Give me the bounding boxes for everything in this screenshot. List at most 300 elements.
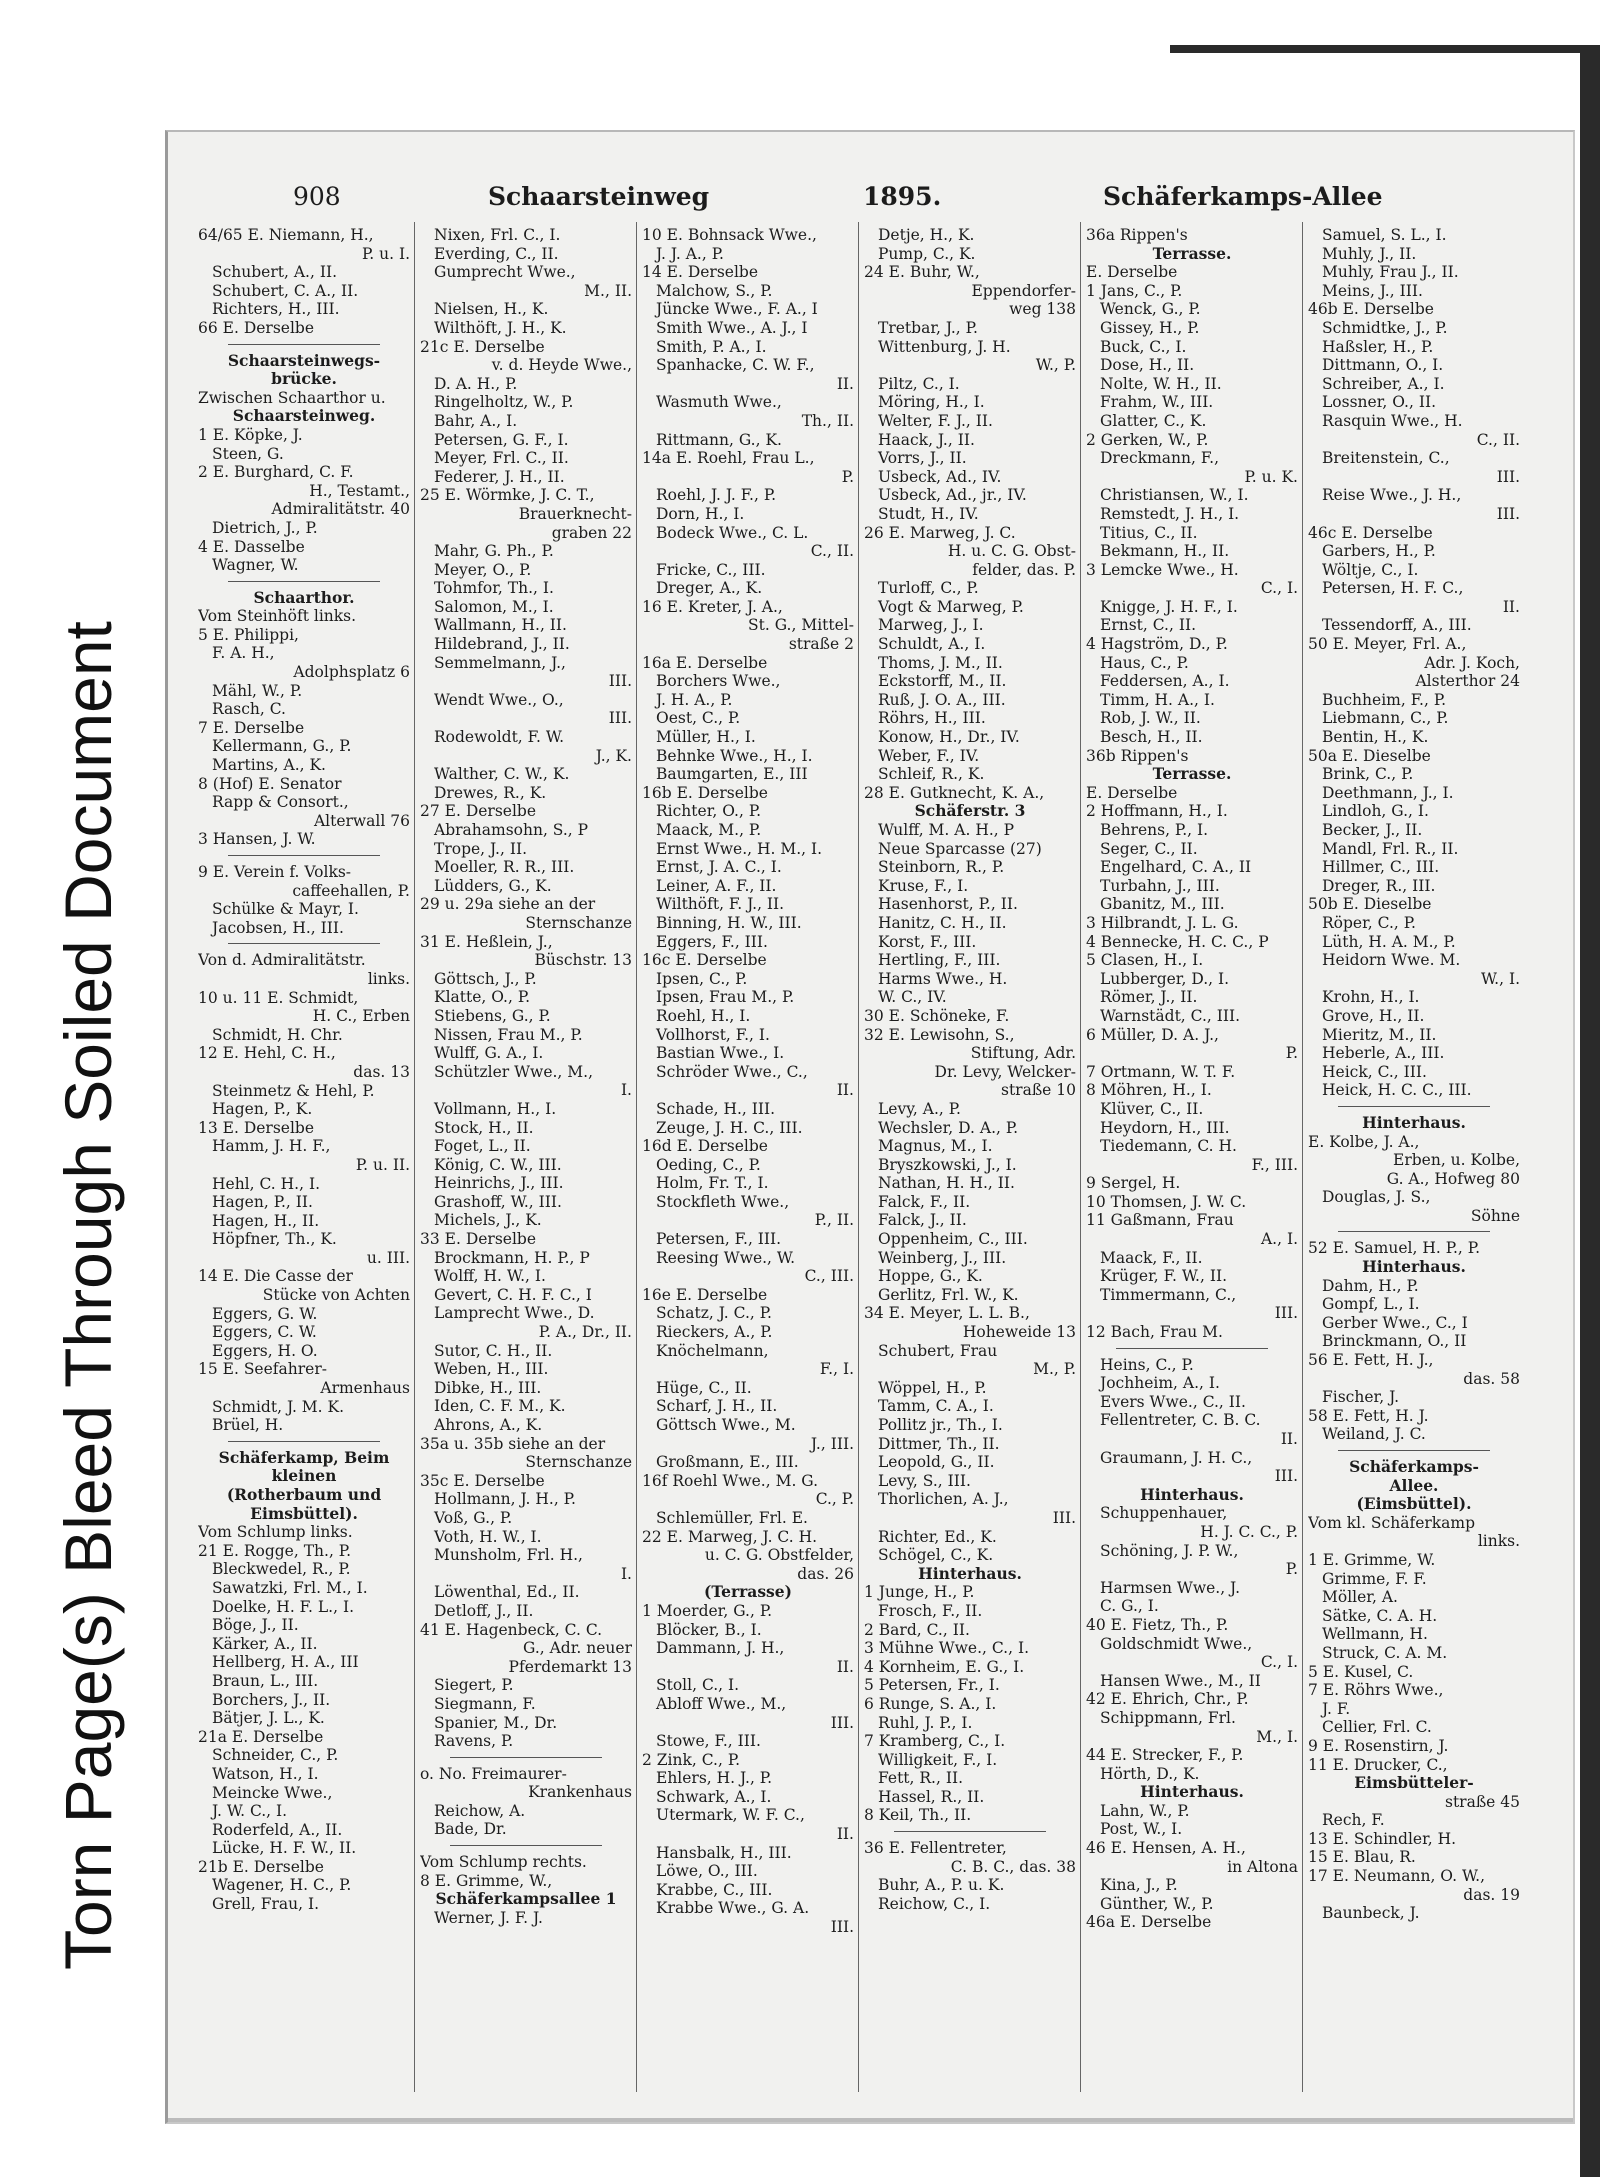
directory-line: Wilthöft, J. H., K. bbox=[434, 318, 567, 337]
directory-line: Adr. J. Koch, bbox=[1424, 653, 1520, 672]
directory-line: P. u. I. bbox=[361, 244, 410, 263]
directory-line: Tohmfor, Th., I. bbox=[434, 579, 554, 598]
directory-line: Neue Sparcasse (27) bbox=[878, 839, 1042, 858]
directory-line: Möller, A. bbox=[1322, 1588, 1398, 1607]
directory-line: Schwark, A., I. bbox=[656, 1787, 772, 1806]
directory-line: Büschstr. 13 bbox=[534, 951, 632, 970]
directory-line: das. 19 bbox=[1463, 1885, 1520, 1904]
header-year: 1895. bbox=[863, 182, 942, 211]
directory-line: 7 E. Derselbe bbox=[198, 718, 305, 737]
directory-line: Rieckers, A., P. bbox=[656, 1323, 773, 1342]
column-rule bbox=[636, 222, 637, 2092]
directory-line: Gompf, L., I. bbox=[1322, 1295, 1420, 1314]
directory-line: v. d. Heyde Wwe., bbox=[491, 356, 632, 375]
directory-line: Behrens, P., I. bbox=[1100, 821, 1209, 839]
directory-line: Wolff, H. W., I. bbox=[434, 1267, 546, 1286]
section-divider bbox=[228, 1441, 380, 1443]
directory-line: G., Adr. neuer bbox=[522, 1639, 632, 1658]
directory-line: III. bbox=[830, 1713, 854, 1732]
directory-line: Röhrs, H., III. bbox=[878, 709, 986, 728]
directory-line: Eggers, G. W. bbox=[212, 1304, 318, 1323]
directory-line: Adolphsplatz 6 bbox=[293, 663, 410, 682]
directory-line: (Rotherbaum und bbox=[226, 1486, 382, 1504]
directory-line: 46 E. Hensen, A. H., bbox=[1086, 1839, 1246, 1858]
directory-line: 16c E. Derselbe bbox=[642, 951, 767, 970]
directory-line: Schlemüller, Frl. E. bbox=[656, 1508, 808, 1527]
directory-line: Heins, C., P. bbox=[1100, 1355, 1194, 1374]
directory-line: C., II. bbox=[1476, 430, 1520, 449]
directory-line: Gerlitz, Frl. W., K. bbox=[878, 1285, 1019, 1304]
directory-line: 52 E. Samuel, H. P., P. bbox=[1308, 1239, 1480, 1258]
directory-line: Buchheim, F., P. bbox=[1322, 690, 1447, 709]
directory-line: Dibke, H., III. bbox=[434, 1378, 542, 1397]
directory-line: 4 Hagström, D., P. bbox=[1086, 635, 1228, 654]
directory-line: Scharf, J. H., II. bbox=[656, 1397, 778, 1416]
directory-line: Eimsbüttel). bbox=[250, 1504, 358, 1523]
directory-line: Vollmann, H., I. bbox=[434, 1099, 557, 1118]
directory-line: Wulff, G. A., I. bbox=[434, 1044, 544, 1063]
directory-line: 41 E. Hagenbeck, C. C. bbox=[420, 1620, 603, 1639]
directory-line: 5 Clasen, H., I. bbox=[1086, 951, 1204, 970]
directory-line: Post, W., I. bbox=[1100, 1820, 1183, 1839]
directory-line: Weinberg, J., III. bbox=[878, 1248, 1007, 1267]
directory-line: Wöltje, C., I. bbox=[1322, 560, 1419, 579]
directory-line: Knigge, J. H. F., I. bbox=[1100, 597, 1238, 616]
directory-line: 12 Bach, Frau M. bbox=[1086, 1323, 1223, 1342]
directory-line: Wilthöft, F. J., II. bbox=[656, 895, 785, 914]
directory-line: II. bbox=[836, 1081, 854, 1100]
directory-line: Meyer, O., P. bbox=[434, 560, 532, 579]
directory-line: Christiansen, W., I. bbox=[1100, 486, 1249, 505]
directory-line: 13 E. Derselbe bbox=[198, 1118, 315, 1137]
directory-line: Reise Wwe., J. H., bbox=[1322, 486, 1462, 505]
directory-line: weg 138 bbox=[1009, 300, 1076, 319]
directory-line: Behnke Wwe., H., I. bbox=[656, 746, 813, 765]
directory-line: Usbeck, Ad., jr., IV. bbox=[878, 486, 1027, 505]
directory-line: Dahm, H., P. bbox=[1322, 1276, 1419, 1295]
directory-line: Sternschanze bbox=[525, 1453, 632, 1472]
directory-line: Baunbeck, J. bbox=[1322, 1904, 1420, 1923]
directory-line: Besch, H., II. bbox=[1100, 728, 1203, 747]
directory-line: III. bbox=[1496, 467, 1520, 486]
directory-line: Schaarthor. bbox=[253, 588, 355, 607]
directory-line: Moeller, R. R., III. bbox=[434, 858, 575, 877]
directory-line: Rasch, C. bbox=[212, 700, 286, 719]
column-rule bbox=[858, 222, 859, 2092]
directory-line: Kellermann, G., P. bbox=[212, 737, 352, 756]
directory-line: Ruß, J. O. A., III. bbox=[878, 690, 1006, 709]
directory-line: Petersen, F., III. bbox=[656, 1230, 782, 1249]
directory-line: Petersen, H. F. C., bbox=[1322, 579, 1464, 598]
section-divider bbox=[894, 1831, 1046, 1833]
directory-line: 56 E. Fett, H. J., bbox=[1308, 1351, 1434, 1370]
directory-line: Stiebens, G., P. bbox=[434, 1006, 551, 1025]
directory-line: 64/65 E. Niemann, H., bbox=[198, 226, 374, 244]
directory-line: Grimme, F. F. bbox=[1322, 1569, 1427, 1588]
directory-line: Ipsen, C., P. bbox=[656, 969, 748, 988]
directory-line: 34 E. Meyer, L. L. B., bbox=[864, 1304, 1030, 1323]
directory-line: Muhly, Frau J., II. bbox=[1322, 263, 1459, 282]
directory-line: Schade, H., III. bbox=[656, 1099, 776, 1118]
directory-line: 2 Zink, C., P. bbox=[642, 1750, 741, 1769]
directory-line: II. bbox=[836, 1825, 854, 1844]
directory-line: Nixen, Frl. C., I. bbox=[434, 226, 561, 244]
directory-line: P. bbox=[1285, 1560, 1298, 1579]
section-divider bbox=[228, 344, 380, 346]
directory-line: Lossner, O., II. bbox=[1322, 393, 1437, 412]
section-divider bbox=[450, 1845, 602, 1847]
directory-line: Gumprecht Wwe., bbox=[434, 263, 576, 282]
directory-line: Gissey, H., P. bbox=[1100, 318, 1200, 337]
directory-line: Hellberg, H. A., III bbox=[212, 1653, 359, 1672]
directory-line: Gerber Wwe., C., I bbox=[1322, 1313, 1468, 1332]
directory-line: Schippmann, Frl. bbox=[1100, 1708, 1236, 1727]
directory-line: C., P. bbox=[815, 1490, 854, 1509]
directory-line: Garbers, H., P. bbox=[1322, 542, 1436, 561]
directory-line: 6 Müller, D. A. J., bbox=[1086, 1025, 1219, 1044]
directory-line: Schmidtke, J., P. bbox=[1322, 318, 1448, 337]
directory-line: M., P. bbox=[1033, 1360, 1076, 1379]
directory-line: E. Kolbe, J. A., bbox=[1308, 1132, 1420, 1151]
directory-line: Wechsler, D. A., P. bbox=[878, 1118, 1019, 1137]
directory-line: Wöppel, H., P. bbox=[878, 1378, 987, 1397]
directory-line: Heick, H. C. C., III. bbox=[1322, 1081, 1472, 1100]
directory-line: Meincke Wwe., bbox=[212, 1783, 333, 1802]
directory-line: straße 2 bbox=[788, 635, 854, 654]
directory-line: 50b E. Dieselbe bbox=[1308, 895, 1432, 914]
directory-line: Vom Steinhöft links. bbox=[198, 607, 357, 626]
directory-line: Nathan, H. H., II. bbox=[878, 1174, 1015, 1193]
directory-line: Konow, H., Dr., IV. bbox=[878, 728, 1020, 747]
directory-line: Rech, F. bbox=[1322, 1811, 1385, 1830]
directory-line: Hinterhaus. bbox=[918, 1564, 1022, 1583]
directory-line: Eggers, F., III. bbox=[656, 932, 768, 951]
directory-line: F., I. bbox=[819, 1360, 854, 1379]
directory-line: M., II. bbox=[584, 281, 632, 300]
directory-line: Mieritz, M., II. bbox=[1322, 1025, 1437, 1044]
directory-line: Bodeck Wwe., C. L. bbox=[656, 523, 809, 542]
directory-line: Blöcker, B., I. bbox=[656, 1620, 762, 1639]
directory-line: links. bbox=[367, 969, 410, 988]
directory-line: Richters, H., III. bbox=[212, 300, 340, 319]
directory-line: J. J. A., P. bbox=[656, 244, 724, 263]
directory-line: 46c E. Derselbe bbox=[1308, 523, 1433, 542]
directory-line: 3 Hansen, J. W. bbox=[198, 830, 316, 849]
directory-line: Schröder Wwe., C., bbox=[656, 1062, 808, 1081]
directory-line: Graumann, J. H. C., bbox=[1100, 1448, 1253, 1467]
directory-line: Trope, J., II. bbox=[434, 839, 527, 858]
directory-line: Hinterhaus. bbox=[1140, 1485, 1244, 1504]
directory-line: Mandl, Frl. R., II. bbox=[1322, 839, 1459, 858]
directory-line: 1 E. Köpke, J. bbox=[198, 425, 303, 444]
directory-line: Hehl, C. H., I. bbox=[212, 1174, 320, 1193]
directory-line: Timmermann, C., bbox=[1100, 1285, 1237, 1304]
directory-line: Baumgarten, E., III bbox=[656, 765, 808, 784]
directory-line: Hillmer, C., III. bbox=[1322, 858, 1440, 877]
directory-line: Korst, F., III. bbox=[878, 932, 977, 951]
directory-line: Admiralitätstr. 40 bbox=[271, 500, 410, 519]
directory-line: III. bbox=[1274, 1467, 1298, 1486]
directory-line: J., III. bbox=[810, 1434, 854, 1453]
directory-line: Dittmann, O., I. bbox=[1322, 356, 1444, 375]
directory-line: Hagen, H., II. bbox=[212, 1211, 320, 1230]
directory-line: Lubberger, D., I. bbox=[1100, 969, 1230, 988]
directory-line: Armenhaus bbox=[320, 1379, 410, 1398]
directory-line: Stoll, C., I. bbox=[656, 1676, 740, 1695]
directory-line: Tessendorff, A., III. bbox=[1322, 616, 1472, 635]
directory-line: Rob, J. W., II. bbox=[1100, 709, 1201, 728]
directory-line: Fellentreter, C. B. C. bbox=[1100, 1411, 1261, 1430]
directory-line: Wulff, M. A. H., P bbox=[878, 821, 1015, 839]
directory-line: D. A. H., P. bbox=[434, 374, 518, 393]
directory-line: Welter, F. J., II. bbox=[878, 411, 993, 430]
directory-line: Smith Wwe., A. J., I bbox=[656, 318, 808, 337]
directory-line: 44 E. Strecker, F., P. bbox=[1086, 1746, 1244, 1765]
directory-line: Grashoff, W., III. bbox=[434, 1192, 562, 1211]
directory-line: Grell, Frau, I. bbox=[212, 1895, 320, 1914]
directory-line: Lüth, H. A. M., P. bbox=[1322, 932, 1456, 951]
directory-line: Munsholm, Frl. H., bbox=[434, 1546, 583, 1565]
directory-line: straße 10 bbox=[1000, 1081, 1076, 1100]
directory-line: Hollmann, J. H., P. bbox=[434, 1490, 576, 1509]
directory-line: Dreckmann, F., bbox=[1100, 449, 1220, 468]
directory-line: Wittenburg, J. H. bbox=[878, 337, 1011, 356]
directory-line: 13 E. Schindler, H. bbox=[1308, 1829, 1457, 1848]
directory-line: Deethmann, J., I. bbox=[1322, 783, 1454, 802]
directory-line: 29 u. 29a siehe an der bbox=[420, 895, 596, 914]
column-rule bbox=[414, 222, 415, 2092]
directory-line: Spanier, M., Dr. bbox=[434, 1713, 558, 1732]
directory-line: 2 E. Burghard, C. F. bbox=[198, 463, 354, 482]
directory-line: 36a Rippen's bbox=[1086, 226, 1188, 244]
directory-line: Turbahn, J., III. bbox=[1100, 876, 1220, 895]
directory-line: Magnus, M., I. bbox=[878, 1137, 993, 1156]
directory-line: Titius, C., II. bbox=[1100, 523, 1198, 542]
directory-line: Willigkeit, F., I. bbox=[878, 1750, 998, 1769]
directory-line: 2 Bard, C., II. bbox=[864, 1620, 970, 1639]
directory-line: Haus, C., P. bbox=[1100, 653, 1189, 672]
directory-line: 46a E. Derselbe bbox=[1086, 1913, 1212, 1932]
directory-line: Klatte, O., P. bbox=[434, 988, 531, 1007]
directory-line: W. C., IV. bbox=[878, 988, 947, 1007]
directory-line: Hildebrand, J., II. bbox=[434, 635, 570, 654]
directory-line: Fischer, J. bbox=[1322, 1388, 1400, 1407]
directory-line: II. bbox=[836, 374, 854, 393]
running-header bbox=[168, 182, 1573, 212]
directory-line: Tamm, C. A., I. bbox=[878, 1397, 994, 1416]
directory-line: 4 Kornheim, E. G., I. bbox=[864, 1657, 1025, 1676]
directory-line: Levy, A., P. bbox=[878, 1099, 961, 1118]
directory-line: Hanitz, C. H., II. bbox=[878, 913, 1007, 932]
directory-line: Reesing Wwe., W. bbox=[656, 1248, 796, 1267]
directory-line: Kruse, F., I. bbox=[878, 876, 969, 895]
directory-line: 2 Gerken, W., P. bbox=[1086, 430, 1209, 449]
section-divider bbox=[1116, 1348, 1268, 1350]
directory-line: Schubert, A., II. bbox=[212, 263, 337, 282]
directory-line: Wellmann, H. bbox=[1322, 1625, 1428, 1644]
directory-line: Smith, P. A., I. bbox=[656, 337, 767, 356]
directory-line: Ringelholtz, W., P. bbox=[434, 393, 574, 412]
directory-line: Semmelmann, J., bbox=[434, 653, 566, 672]
directory-line: Evers Wwe., C., II. bbox=[1100, 1392, 1246, 1411]
directory-line: Kina, J., P. bbox=[1100, 1876, 1178, 1895]
directory-line: Jüncke Wwe., F. A., I bbox=[656, 300, 818, 319]
directory-line: in Altona bbox=[1227, 1857, 1298, 1876]
directory-line: Vogt & Marweg, P. bbox=[878, 597, 1024, 616]
directory-line: 21 E. Rogge, Th., P. bbox=[198, 1541, 352, 1560]
directory-line: Remstedt, J. H., I. bbox=[1100, 504, 1240, 523]
directory-line: I. bbox=[620, 1081, 632, 1100]
section-divider bbox=[228, 855, 380, 857]
directory-line: Ravens, P. bbox=[434, 1732, 514, 1751]
directory-line: das. 13 bbox=[353, 1062, 410, 1081]
directory-line: 2 Hoffmann, H., I. bbox=[1086, 802, 1228, 821]
directory-line: Foget, L., II. bbox=[434, 1137, 531, 1156]
column-4 bbox=[864, 226, 1076, 1913]
directory-line: Krankenhaus bbox=[528, 1783, 632, 1802]
directory-line: Thoms, J. M., II. bbox=[878, 653, 1003, 672]
directory-line: Terrasse. bbox=[1152, 244, 1232, 263]
directory-line: III. bbox=[830, 1918, 854, 1937]
directory-line: II. bbox=[1280, 1430, 1298, 1448]
directory-line: Terrasse. bbox=[1152, 765, 1232, 784]
directory-line: H., Testamt., bbox=[309, 481, 410, 500]
directory-line: Ahrons, A., K. bbox=[434, 1416, 543, 1434]
header-right-street: Schäferkamps-Allee bbox=[1103, 182, 1383, 211]
directory-line: Heberle, A., III. bbox=[1322, 1044, 1445, 1063]
directory-line: Wenck, G., P. bbox=[1100, 300, 1201, 319]
directory-line: Oest, C., P. bbox=[656, 709, 741, 728]
directory-line: J. F. bbox=[1322, 1699, 1351, 1718]
directory-line: Pferdemarkt 13 bbox=[508, 1657, 632, 1676]
directory-line: Eimsbütteler- bbox=[1354, 1774, 1474, 1793]
directory-line: Bastian Wwe., I. bbox=[656, 1044, 785, 1063]
directory-line: (Terrasse) bbox=[704, 1583, 792, 1602]
directory-line: o. No. Freimaurer- bbox=[420, 1764, 567, 1783]
directory-line: Schreiber, A., I. bbox=[1322, 374, 1445, 393]
directory-line: H. C., Erben bbox=[312, 1007, 410, 1026]
directory-line: Hinterhaus. bbox=[1362, 1258, 1466, 1277]
directory-line: H. J. C. C., P. bbox=[1200, 1522, 1298, 1541]
directory-line: felder, das. P. bbox=[972, 560, 1076, 579]
directory-line: Stücke von Achten bbox=[262, 1286, 410, 1305]
directory-line: Bleckwedel, R., P. bbox=[212, 1560, 351, 1579]
directory-line: 17 E. Neumann, O. W., bbox=[1308, 1867, 1486, 1886]
directory-line: Hertling, F., III. bbox=[878, 951, 1001, 970]
directory-line: P. A., Dr., II. bbox=[538, 1323, 632, 1342]
directory-line: Schubert, Frau bbox=[878, 1341, 998, 1360]
directory-line: E. Derselbe bbox=[1086, 263, 1178, 282]
directory-line: brücke. bbox=[271, 370, 337, 389]
directory-line: Oppenheim, C., III. bbox=[878, 1230, 1028, 1249]
directory-line: J., K. bbox=[595, 746, 632, 765]
directory-line: Ipsen, Frau M., P. bbox=[656, 988, 795, 1007]
directory-line: 16a E. Derselbe bbox=[642, 653, 768, 672]
directory-line: II. bbox=[1502, 597, 1520, 616]
directory-line: Ernst, J. A. C., I. bbox=[656, 858, 782, 877]
directory-line: Schuppenhauer, bbox=[1100, 1504, 1228, 1523]
directory-line: Falck, F., II. bbox=[878, 1192, 971, 1211]
directory-line: A., I. bbox=[1260, 1230, 1298, 1249]
directory-line: P., II. bbox=[814, 1211, 854, 1230]
directory-line: 3 Lemcke Wwe., H. bbox=[1086, 560, 1239, 579]
directory-line: Holm, Fr. T., I. bbox=[656, 1174, 769, 1193]
directory-line: 11 Gaßmann, Frau bbox=[1086, 1211, 1234, 1230]
directory-line: 1 E. Grimme, W. bbox=[1308, 1550, 1436, 1569]
directory-line: 16d E. Derselbe bbox=[642, 1137, 768, 1156]
directory-line: Hoheweide 13 bbox=[962, 1323, 1076, 1342]
directory-line: II. bbox=[836, 1657, 854, 1676]
directory-line: Schubert, C. A., II. bbox=[212, 281, 359, 300]
directory-line: 46b E. Derselbe bbox=[1308, 300, 1434, 319]
directory-line: Lahn, W., P. bbox=[1100, 1801, 1190, 1820]
directory-line: C., I. bbox=[1260, 1653, 1298, 1672]
directory-line: Müller, H., I. bbox=[656, 728, 756, 747]
directory-line: Vorrs, J., II. bbox=[878, 449, 967, 468]
directory-line: Watson, H., I. bbox=[212, 1764, 319, 1783]
directory-line: Brauerknecht- bbox=[518, 504, 632, 523]
section-divider bbox=[228, 581, 380, 583]
directory-line: Eggers, H. O. bbox=[212, 1341, 318, 1360]
directory-line: St. G., Mittel- bbox=[748, 616, 854, 635]
directory-line: 7 Kramberg, C., I. bbox=[864, 1732, 1006, 1751]
directory-line: Hoppe, G., K. bbox=[878, 1267, 983, 1286]
directory-line: Hassel, R., II. bbox=[878, 1787, 985, 1806]
directory-line: 22 E. Marweg, J. C. H. bbox=[642, 1527, 818, 1546]
directory-line: Allee. bbox=[1389, 1476, 1439, 1495]
directory-line: Vom Schlump links. bbox=[198, 1523, 353, 1542]
directory-line: 36b Rippen's bbox=[1086, 746, 1189, 765]
column-3 bbox=[642, 226, 854, 1937]
directory-line: 5 E. Philippi, bbox=[198, 625, 299, 644]
directory-line: 50 E. Meyer, Frl. A., bbox=[1308, 635, 1467, 654]
directory-line: Zeuge, J. H. C., III. bbox=[656, 1118, 803, 1137]
directory-line: Frahm, W., III. bbox=[1100, 393, 1214, 412]
directory-line: Brüel, H. bbox=[212, 1416, 284, 1435]
directory-line: Michels, J., K. bbox=[434, 1211, 542, 1230]
directory-line: Sutor, C. H., II. bbox=[434, 1341, 553, 1360]
directory-line: Ernst Wwe., H. M., I. bbox=[656, 839, 823, 858]
directory-line: Hasenhorst, P., II. bbox=[878, 895, 1018, 914]
directory-line: Turloff, C., P. bbox=[878, 579, 979, 598]
directory-line: 11 E. Drucker, C., bbox=[1308, 1755, 1448, 1774]
directory-line: Jochheim, A., I. bbox=[1100, 1374, 1220, 1393]
directory-line: Borchers Wwe., bbox=[656, 672, 781, 691]
directory-line: König, C. W., III. bbox=[434, 1155, 562, 1174]
directory-line: 9 E. Verein f. Volks- bbox=[198, 863, 352, 881]
directory-line: Binning, H. W., III. bbox=[656, 913, 802, 932]
directory-line: Wallmann, H., II. bbox=[434, 616, 567, 635]
directory-line: Alsterthor 24 bbox=[1415, 672, 1520, 691]
directory-line: Gevert, C. H. F. C., I bbox=[434, 1285, 592, 1304]
directory-line: Oeding, C., P. bbox=[656, 1155, 761, 1174]
directory-line: Timm, H. A., I. bbox=[1100, 690, 1215, 709]
directory-line: Abrahamsohn, S., P bbox=[434, 821, 589, 839]
directory-line: Sätke, C. A. H. bbox=[1322, 1606, 1438, 1625]
directory-line: Mahr, G. Ph., P. bbox=[434, 542, 554, 561]
directory-line: kleinen bbox=[271, 1467, 337, 1486]
directory-line: Bekmann, H., II. bbox=[1100, 542, 1230, 561]
directory-line: Brockmann, H. P., P bbox=[434, 1248, 590, 1267]
directory-line: 8 Möhren, H., I. bbox=[1086, 1081, 1212, 1100]
directory-line: Th., II. bbox=[801, 411, 854, 430]
directory-line: Schützler Wwe., M., bbox=[434, 1062, 594, 1081]
directory-line: Douglas, J. S., bbox=[1322, 1188, 1431, 1207]
directory-line: 8 (Hof) E. Senator bbox=[198, 774, 342, 793]
directory-line: 4 Bennecke, H. C. C., P bbox=[1086, 932, 1269, 951]
directory-line: Liebmann, C., P. bbox=[1322, 709, 1449, 728]
directory-line: Söhne bbox=[1470, 1206, 1520, 1225]
